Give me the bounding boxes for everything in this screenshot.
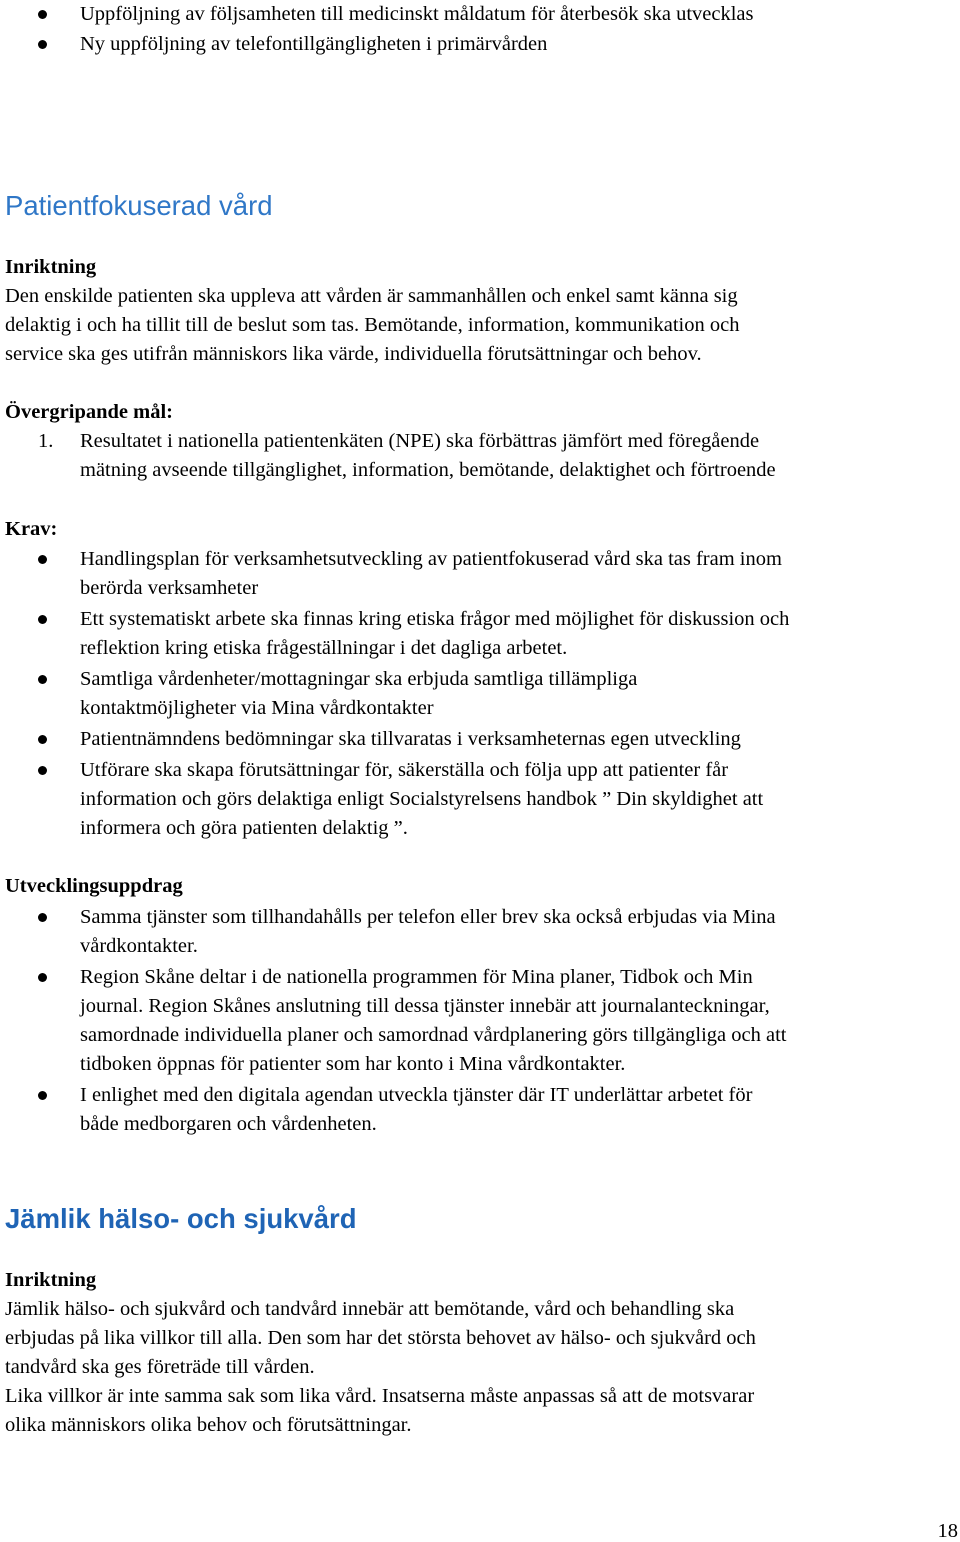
top-bullet-2: Ny uppföljning av telefontillgängligheten i primärvården [80,33,548,55]
goal-text-line: Resultatet i nationella patientenkäten (NPE) ska förbättras jämfört med föregående [80,430,760,452]
uppdrag-label: Utvecklingsuppdrag [5,875,183,897]
uppdrag-item-3: både medborgaren och vårdenheten. [80,1113,377,1135]
inriktning-label-2: Inriktning [5,1269,97,1291]
krav-item-1: Handlingsplan för verksamhetsutveckling av patientfokuserad vård ska tas fram inom [80,548,782,570]
bullet-icon [38,40,47,49]
krav-item-3: kontaktmöjligheter via Mina vårdkontakter [80,697,434,719]
bullet-icon [38,675,47,684]
inriktning2-text-line: Jämlik hälso- och sjukvård och tandvård innebär att bemötande, vård och behandling ska [5,1298,735,1320]
bullet-icon [38,615,47,624]
bullet-icon [38,555,47,564]
krav-item-5: information och görs delaktiga enligt Socialstyrelsens handbok ” Din skyldighet att [80,788,764,810]
uppdrag-item-2: journal. Region Skånes anslutning till dessa tjänster innebär att journalanteckningar, [80,995,770,1017]
goal-text-line: mätning avseende tillgänglighet, information, bemötande, delaktighet och förtroende [80,459,776,481]
krav-item-2: reflektion kring etiska frågeställningar i det dagliga arbetet. [80,637,568,659]
krav-item-1: berörda verksamheter [80,577,259,599]
bullet-icon [38,913,47,922]
inriktning2-text-line: olika människors olika behov och förutsättningar. [5,1414,412,1436]
uppdrag-item-3: I enlighet med den digitala agendan utveckla tjänster där IT underlättar arbetet för [80,1084,753,1106]
krav-item-3: Samtliga vårdenheter/mottagningar ska erbjuda samtliga tillämpliga [80,668,638,690]
krav-item-5: Utförare ska skapa förutsättningar för, säkerställa och följa upp att patienter får [80,759,729,781]
section-heading-patientfokuserad: Patientfokuserad vård [5,190,273,221]
inriktning2-text-line: erbjudas på lika villkor till alla. Den som har det största behovet av hälso- och sjukvård och [5,1327,756,1349]
uppdrag-item-1: Samma tjänster som tillhandahålls per telefon eller brev ska också erbjudas via Mina [80,906,776,928]
page-number: 18 [937,1520,958,1542]
uppdrag-item-1: vårdkontakter. [80,935,198,957]
inriktning-text-line: delaktig i och ha tillit till de beslut som tas. Bemötande, information, kommunikation och [5,314,740,336]
goals-label: Övergripande mål: [5,401,173,423]
inriktning2-text-line: Lika villkor är inte samma sak som lika vård. Insatserna måste anpassas så att de motsvarar [5,1385,755,1407]
krav-label: Krav: [5,518,58,540]
uppdrag-item-2: Region Skåne deltar i de nationella programmen för Mina planer, Tidbok och Min [80,966,753,988]
krav-item-4: Patientnämndens bedömningar ska tillvaratas i verksamheternas egen utveckling [80,728,741,750]
bullet-icon [38,973,47,982]
bullet-icon [38,1091,47,1100]
bullet-icon [38,735,47,744]
bullet-icon [38,10,47,19]
inriktning-label: Inriktning [5,256,97,278]
bullet-icon [38,766,47,775]
inriktning-text-line: service ska ges utifrån människors lika värde, individuella förutsättningar och behov. [5,343,702,365]
inriktning-text-line: Den enskilde patienten ska uppleva att vården är sammanhållen och enkel samt känna sig [5,285,738,307]
inriktning2-text-line: tandvård ska ges företräde till vården. [5,1356,315,1378]
top-bullet-1: Uppföljning av följsamheten till medicinskt måldatum för återbesök ska utvecklas [80,3,754,25]
krav-item-2: Ett systematiskt arbete ska finnas kring etiska frågor med möjlighet för diskussion och [80,608,790,630]
uppdrag-item-2: samordnade individuella planer och samordnad vårdplanering görs tillgängliga och att [80,1024,787,1046]
goal-number: 1. [38,430,54,452]
uppdrag-item-2: tidboken öppnas för patienter som har konto i Mina vårdkontakter. [80,1053,626,1075]
section-heading-jamlik: Jämlik hälso- och sjukvård [5,1203,357,1234]
krav-item-5: informera och göra patienten delaktig ”. [80,817,408,839]
